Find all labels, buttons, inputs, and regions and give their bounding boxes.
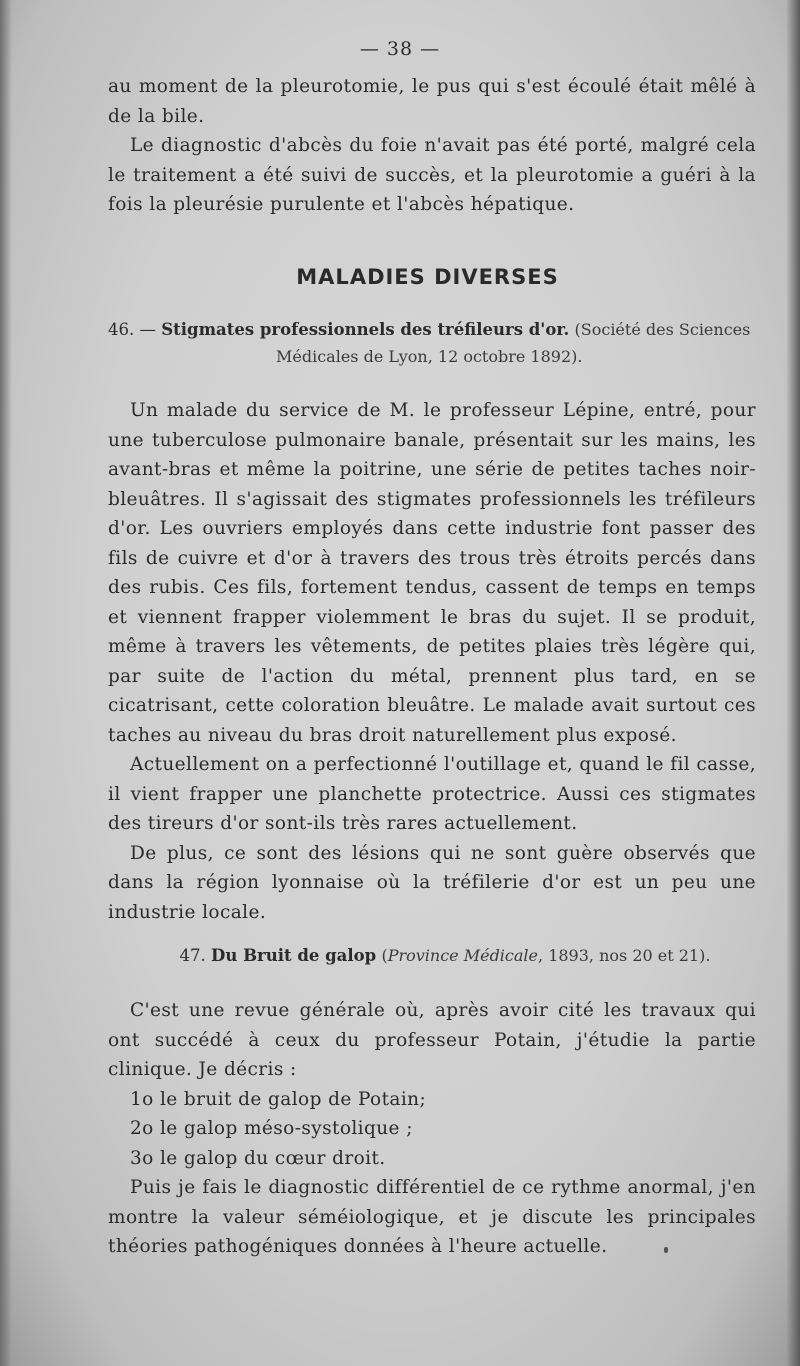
entry-47-source bbox=[381, 946, 710, 965]
entry-47-journal: Province Médicale bbox=[387, 946, 539, 965]
list-item: 2o le galop méso-systolique ; bbox=[130, 1118, 413, 1139]
body-paragraph: Un malade du service de M. le professeur Lépine, entré, pour une tuberculose pulmonaire banale, présentait sur les mains, les avant-bras et même la poitrine, une série de petites taches noir-bleuâtres. Il s'agissait des stigmates professionnels les tréfileurs d'or. Les ouvriers employés dans cette industrie font passer des fils de cuivre et d'or à travers des trous très étroits percés dans des rubis. Ces fils, fortement tendus, cassent de temps en temps et viennent frapper violemment le bras du sujet. Il se produit, même à travers les vêtements, de petites plaies très légère qui, par suite de l'action du métal, prennent plus tard, en se cicatrisant, cette coloration bleuâtre. Le malade avait surtout ces taches au niveau du bras droit naturellement plus exposé. bbox=[108, 400, 756, 746]
page-edge-shadow-left bbox=[0, 0, 12, 1366]
entry-46-title: Stigmates professionnels des tréfileurs d'or. bbox=[161, 320, 570, 339]
body-paragraph: C'est une revue générale où, après avoir cité les travaux qui ont succédé à ceux du professeur Potain, j'étudie la partie clinique. Je décris : bbox=[108, 1000, 756, 1080]
entry-46-body bbox=[108, 396, 756, 927]
page-number: — 38 — bbox=[359, 38, 441, 60]
entry-47-title: Du Bruit de galop bbox=[211, 946, 377, 965]
body-paragraph: Actuellement on a perfectionné l'outillage et, quand le fil casse, il vient frapper une planchette protectrice. Aussi ces stigmates des tireurs d'or sont-ils très rares actuellement. bbox=[108, 754, 756, 834]
intro-paragraph: au moment de la pleurotomie, le pus qui s'est écoulé était mêlé à de la bile. bbox=[108, 76, 756, 127]
ink-speck bbox=[664, 1247, 668, 1253]
body-paragraph: De plus, ce sont des lésions qui ne sont guère observés que dans la région lyonnaise où la tréfilerie d'or est un peu une industrie locale. bbox=[108, 842, 756, 923]
entry-46-source: (Société des Sciences bbox=[574, 320, 751, 339]
intro-text bbox=[108, 72, 756, 220]
entry-47-number: 47. bbox=[179, 946, 206, 965]
entry-47-heading bbox=[130, 942, 760, 969]
entry-46-source-cont: Médicales de Lyon, 12 octobre 1892). bbox=[276, 347, 583, 366]
entry-47-body bbox=[108, 996, 756, 1262]
entry-47-source-open: ( bbox=[381, 946, 388, 965]
entry-46-number: 46. — bbox=[108, 320, 156, 339]
intro-paragraph: Le diagnostic d'abcès du foie n'avait pas été porté, malgré cela le traitement a été suivi de succès, et la pleurotomie a guéri à la fois la pleurésie purulente et l'abcès hépatique. bbox=[108, 135, 756, 215]
list-item: 3o le galop du cœur droit. bbox=[130, 1147, 386, 1169]
list-item: 1o le bruit de galop de Potain; bbox=[130, 1088, 427, 1110]
entry-46-heading bbox=[108, 316, 758, 370]
entry-47-source-rest: , 1893, nos 20 et 21). bbox=[538, 946, 711, 965]
page-edge-shadow-right bbox=[786, 0, 800, 1366]
body-paragraph: Puis je fais le diagnostic différentiel de ce rythme anormal, j'en montre la valeur séméiologique, et je discute les principales théories pathogéniques données à l'heure actuelle. bbox=[108, 1177, 756, 1257]
section-title: MALADIES DIVERSES bbox=[296, 265, 559, 289]
